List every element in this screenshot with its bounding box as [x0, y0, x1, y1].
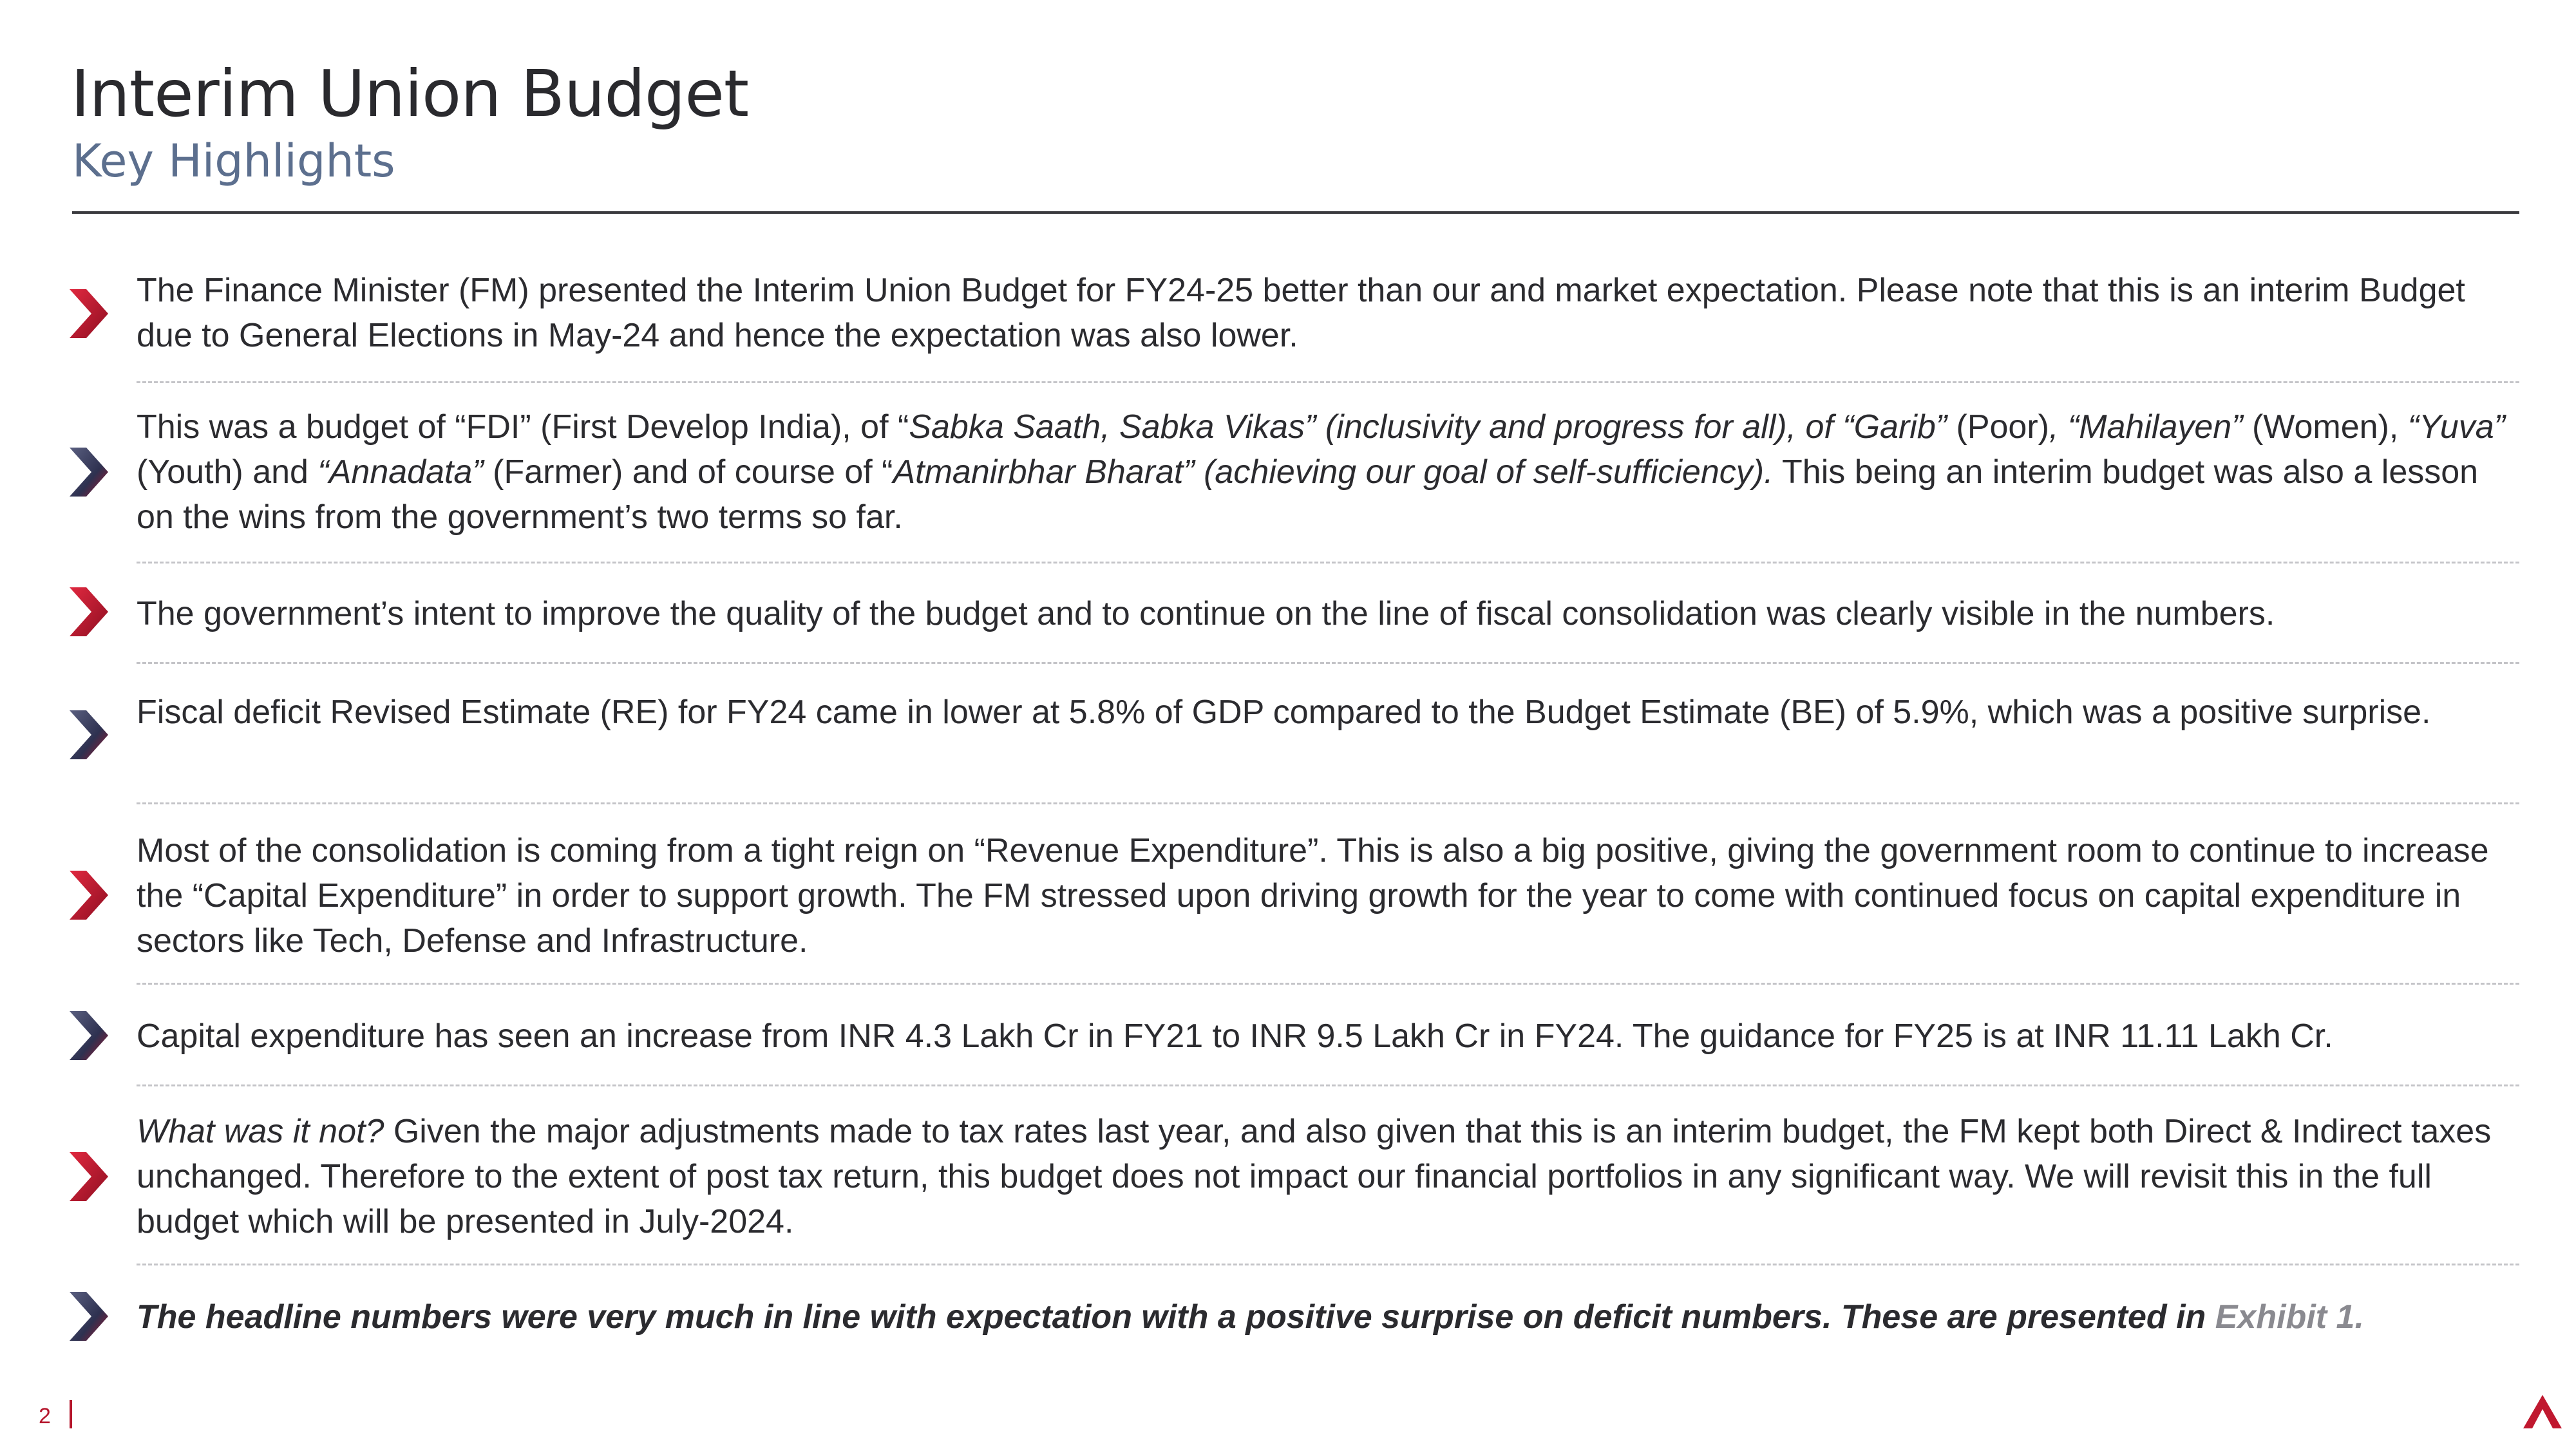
- bullet-2-text: This was a budget of “FDI” (First Develop India), of “Sabka Saath, Sabka Vikas” (inclusivity and progress for all), of “Garib” (Poor), “Mahilayen” (Women), “Yuva” (Youth) and “Annadata” (Farmer) and of course of “Atmanirbhar Bharat” (achieving our goal of self-sufficiency). This being an interim budget was also a lesson on the wins from the government’s two terms so far.: [137, 408, 2505, 536]
- bullet-6: [137, 1014, 2519, 1059]
- bullet-7-lead: What was it not?: [137, 1113, 384, 1150]
- header-divider: [72, 211, 2519, 214]
- chevron-right-icon: [70, 710, 108, 759]
- chevron-right-icon: [70, 1011, 108, 1060]
- divider: [137, 662, 2519, 664]
- divider: [137, 381, 2519, 383]
- bullet-1-text: The Finance Minister (FM) presented the Interim Union Budget for FY24-25 better than our and market expectation. Please note that this is an interim Budget due to General Elections in May-24 and hence the expectation was also lower.: [137, 272, 2465, 354]
- page-number: 2: [39, 1404, 51, 1428]
- bullet-4: [137, 690, 2519, 735]
- chevron-right-icon: [70, 289, 108, 338]
- page-subtitle: Key Highlights: [72, 135, 395, 187]
- bullet-2: [137, 404, 2519, 540]
- divider: [137, 562, 2519, 564]
- bullet-8-text: The headline numbers were very much in line with expectation with a positive surprise on deficit numbers. These are presented in Exhibit 1.: [137, 1298, 2364, 1336]
- bullet-6-text: Capital expenditure has seen an increase from INR 4.3 Lakh Cr in FY21 to INR 9.5 Lakh Cr in FY24. The guidance for FY25 is at INR 11.11 Lakh Cr.: [137, 1018, 2333, 1055]
- bullet-7-text: What was it not? Given the major adjustments made to tax rates last year, and also given that this is an interim budget, the FM kept both Direct & Indirect taxes unchanged. Therefore to the extent of post tax return, this budget does not impact our financial portfolios in any significant way. We will revisit this in the full budget which will be presented in July-2024.: [137, 1113, 2492, 1240]
- bullet-5: [137, 828, 2519, 963]
- logo-icon: [2523, 1395, 2562, 1428]
- chevron-right-icon: [70, 871, 108, 920]
- chevron-right-icon: [70, 1292, 108, 1341]
- chevron-right-icon: [70, 1152, 108, 1201]
- bullet-3-text: The government’s intent to improve the quality of the budget and to continue on the line of fiscal consolidation was clearly visible in the numbers.: [137, 595, 2275, 632]
- divider: [137, 1084, 2519, 1086]
- divider: [137, 983, 2519, 985]
- bullet-1: [137, 268, 2519, 358]
- chevron-right-icon: [70, 448, 108, 497]
- bullet-3: [137, 591, 2519, 636]
- bullet-7: [137, 1109, 2519, 1244]
- divider: [137, 802, 2519, 804]
- divider: [137, 1264, 2519, 1265]
- bullet-5-text: Most of the consolidation is coming from a tight reign on “Revenue Expenditure”. This is also a big positive, giving the government room to continue to increase the “Capital Expenditure” in order to support growth. The FM stressed upon driving growth for the year to come with continued focus on capital expenditure in sectors like Tech, Defense and Infrastructure.: [137, 832, 2489, 960]
- page-number-divider: [70, 1400, 72, 1428]
- chevron-right-icon: [70, 587, 108, 636]
- bullet-8: [137, 1294, 2519, 1340]
- exhibit-1-link[interactable]: Exhibit 1.: [2215, 1298, 2364, 1336]
- page-title: Interim Union Budget: [71, 56, 749, 131]
- bullet-4-text: Fiscal deficit Revised Estimate (RE) for FY24 came in lower at 5.8% of GDP compared to the Budget Estimate (BE) of 5.9%, which was a positive surprise.: [137, 694, 2431, 731]
